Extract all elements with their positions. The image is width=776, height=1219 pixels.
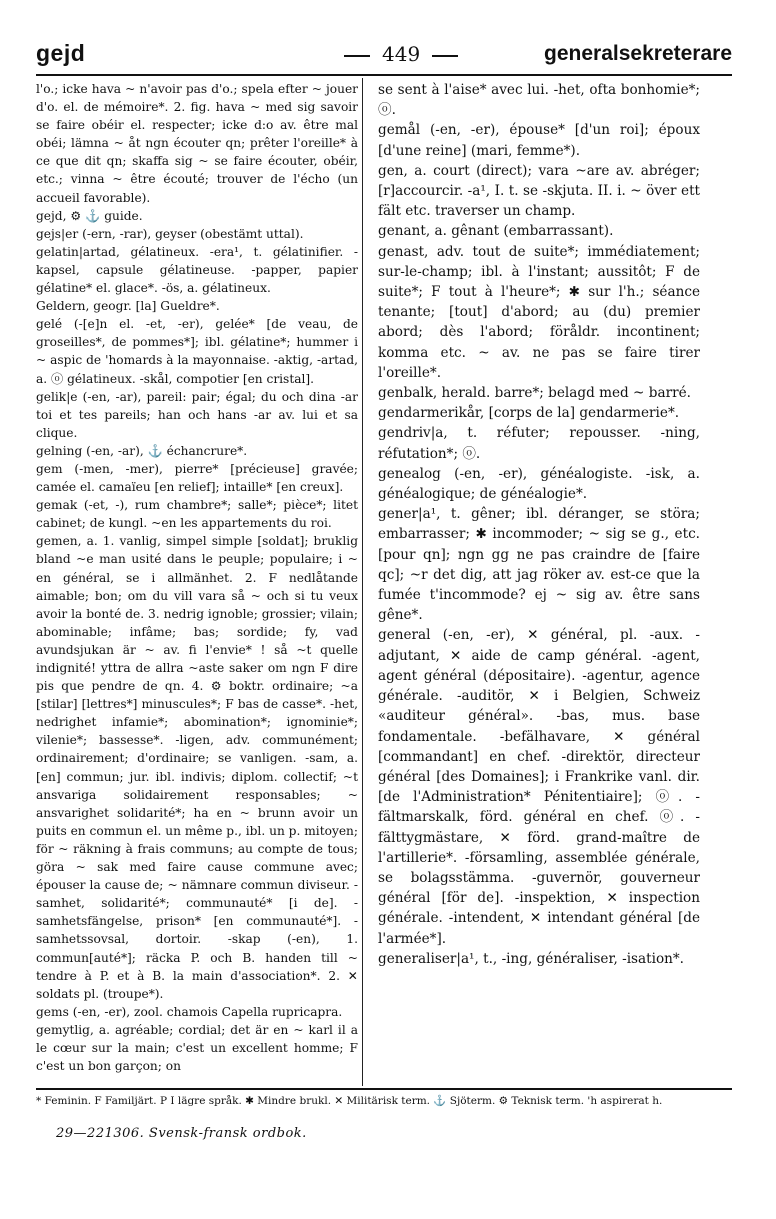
entry: gelé (-[e]n el. -et, -er), gelée* [de veau, de groseilles*, de pommes*]; ibl. gélatine*; hummer i ~ aspic de 'homards à la mayonnaise. -aktig, -artad, a. ⓞ gélatineux. -skål, compotier [en cristal]. (36, 317, 358, 386)
header-last-headword: generalsekreterare (544, 42, 732, 65)
entry: gelik|e (-en, -ar), pareil: pair; égal; du och dina -ar toi et tes pareils; han och hans -ar av. lui et sa clique. (36, 389, 358, 440)
entry: l'o.; icke hava ~ n'avoir pas d'o.; spela efter ~ jouer d'o. el. de mémoire*. 2. fig. hava ~ med sig savoir se faire obéir el. respecter; icke d:o av. être mal obéi; lämna ~ åt ngn écouter qn; prêter l'oreille* à ce que dit qn; skaffa sig ~ se faire écouter, obéir, etc.; vinna ~ être écouté; trouver de l'écho (un accueil favorable). (36, 82, 358, 205)
entry: se sent à l'aise* avec lui. -het, ofta bonhomie*; ⓞ. (378, 82, 700, 119)
left-column (36, 80, 358, 1075)
dash-right (432, 55, 458, 57)
header-rule (36, 74, 732, 76)
entry: gemak (-et, -), rum chambre*; salle*; pièce*; litet cabinet; de kungl. ~en les appartements du roi. (36, 498, 358, 531)
header-first-headword: gejd (36, 40, 86, 66)
entry: gejd, ⚙ ⚓ guide. (36, 208, 143, 223)
symbol-legend: * Feminin. F Familjärt. P I lägre språk. ✱ Mindre brukl. ✕ Militärisk term. ⚓ Sjöterm. ⚙ Teknisk term. 'h aspirerat h. (36, 1095, 663, 1107)
entry: gemål (-en, -er), épouse* [d'un roi]; époux [d'une reine] (mari, femme*). (378, 122, 700, 159)
entry: gelatin|artad, gélatineux. -era¹, t. gélatinifier. -kapsel, capsule gélatineuse. -papper, papier gélatine* el. glace*. -ös, a. gélatineux. (36, 244, 358, 296)
entry: gemytlig, a. agréable; cordial; det är en ~ karl il a le cœur sur la main; c'est un excellent homme; F c'est un bon garçon; on (36, 1022, 358, 1074)
entry: gendriv|a, t. réfuter; repousser. -ning, réfutation*; ⓞ. (378, 425, 700, 462)
entry: genast, adv. tout de suite*; immédiatement; sur-le-champ; ibl. à l'instant; aussitôt; F de suite*; F tout à l'heure*; ✱ sur l'h.; séance tenante; [tout] d'abord; au (du) premier abord; dès l'abord; föråldr. incontinent; komma etc. ~ av. ne pas se faire tirer l'oreille*. (378, 243, 700, 381)
entry: gejs|er (-ern, -rar), geyser (obestämt uttal). (36, 226, 304, 241)
right-column (378, 80, 700, 969)
entry: Geldern, geogr. [la] Gueldre*. (36, 299, 220, 314)
entry: general (-en, -er), ✕ général, pl. -aux. -adjutant, ✕ aide de camp général. -agent, agent général (dépositaire). -agentur, agence générale. -auditör, ✕ i Belgien, Schweiz «auditeur général». -bas, mus. base fondamentale. -befälhavare, ✕ général [commandant] en chef. -direktör, directeur général [des Domaines]; i Frankrike vanl. dir. [de l'Administration* Pénitentiaire]; ⓞ. -fältmarskalk, förd. général en chef. ⓞ. -fälttygmästare, ✕ förd. grand-maître de l'artillerie*. -församling, assemblée générale, se bolagsstämma. -guvernör, gouverneur général [för de]. -inspektion, ✕ inspection générale. -intendent, ✕ intendant général [de l'armée*]. (378, 627, 700, 947)
printer-signature: 29—221306. Svensk-fransk ordbok. (56, 1126, 307, 1141)
entry: gems (-en, -er), zool. chamois Capella rupricapra. (36, 1004, 343, 1019)
entry: gendarmerikår, [corps de la] gendarmerie*. (378, 405, 680, 422)
entry: gemen, a. 1. vanlig, simpel simple [soldat]; bruklig bland ~e man usité dans le peuple; populaire; i ~ en général, se i allmänhet. 2. F nedlåtande aimable; bon; om du vill vara så ~ och si tu veux avoir la bonté de. 3. nedrig ignoble; grossier; vilain; abominable; infâme; bas; sordide; fy, vad avundsjukan är ~ av. fi l'envie* ! så ~t quelle indignité! yttra de allra ~aste saker om ngn F dire pis que pendre de qn. 4. ⚙ boktr. ordinaire; ~a [stilar] [lettres*] minuscules*; F bas de casse*. -het, nedrighet infamie*; abomination*; ignominie*; vilenie*; bassesse*. -ligen, adv. communément; ordinairement; d'ordinaire; se vanligen. -sam, a. [en] commun; jur. ibl. indivis; diplom. collectif; ~t ansvariga solidairement responsables; ~ ansvarighet solidarité*; ha en ~ brunn avoir un puits en commun el. un même p., ibl. un p. mitoyen; för ~ räkning à frais communs; au compte de tous; göra ~ sak med faire cause commune avec; épouser la cause de; ~ nämnare commun diviseur. -samhet, solidarité*; communauté* [i de]. -samhetsfängelse, prison* [en communauté*]. -samhetssovsal, dortoir. -skap (-en), 1. commun[auté*]; räcka P. och B. handen till ~ tendre à P. et à B. la main d'association*. 2. ✕ soldats pl. (troupe*). (36, 534, 358, 1001)
page-number (332, 42, 470, 66)
dash-left (344, 55, 370, 57)
entry: genbalk, herald. barre*; belagd med ~ barré. (378, 385, 691, 402)
footer-rule (36, 1088, 732, 1090)
entry: genant, a. gênant (embarrassant). (378, 223, 614, 240)
page-header (36, 40, 732, 74)
entry: gem (-men, -mer), pierre* [précieuse] gravée; camée el. camaïeu [en relief]; intaille* [en creux]. (36, 461, 358, 495)
entry: gen, a. court (direct); vara ~are av. abréger; [r]accourcir. -a¹, I. t. se -skjuta. II. i. ~ över ett fält etc. traverser un champ. (378, 162, 700, 220)
column-divider (362, 78, 363, 1086)
entry: genealog (-en, -er), généalogiste. -isk, a. généalogique; de généalogie*. (378, 465, 700, 503)
page-number-text: 449 (382, 42, 421, 66)
entry: generaliser|a¹, t., -ing, généraliser, -isation*. (378, 950, 685, 967)
entry: gelning (-en, -ar), ⚓ échancrure*. (36, 443, 248, 458)
entry: gener|a¹, t. gêner; ibl. déranger, se störa; embarrasser; ✱ incommoder; ~ sig se g., etc. [pour qn]; ngn gg ne pas craindre de [faire qc]; ~r det dig, att jag röker av. est-ce que la fumée t'incommode? ej ~ sig av. être sans gêne*. (378, 506, 700, 624)
